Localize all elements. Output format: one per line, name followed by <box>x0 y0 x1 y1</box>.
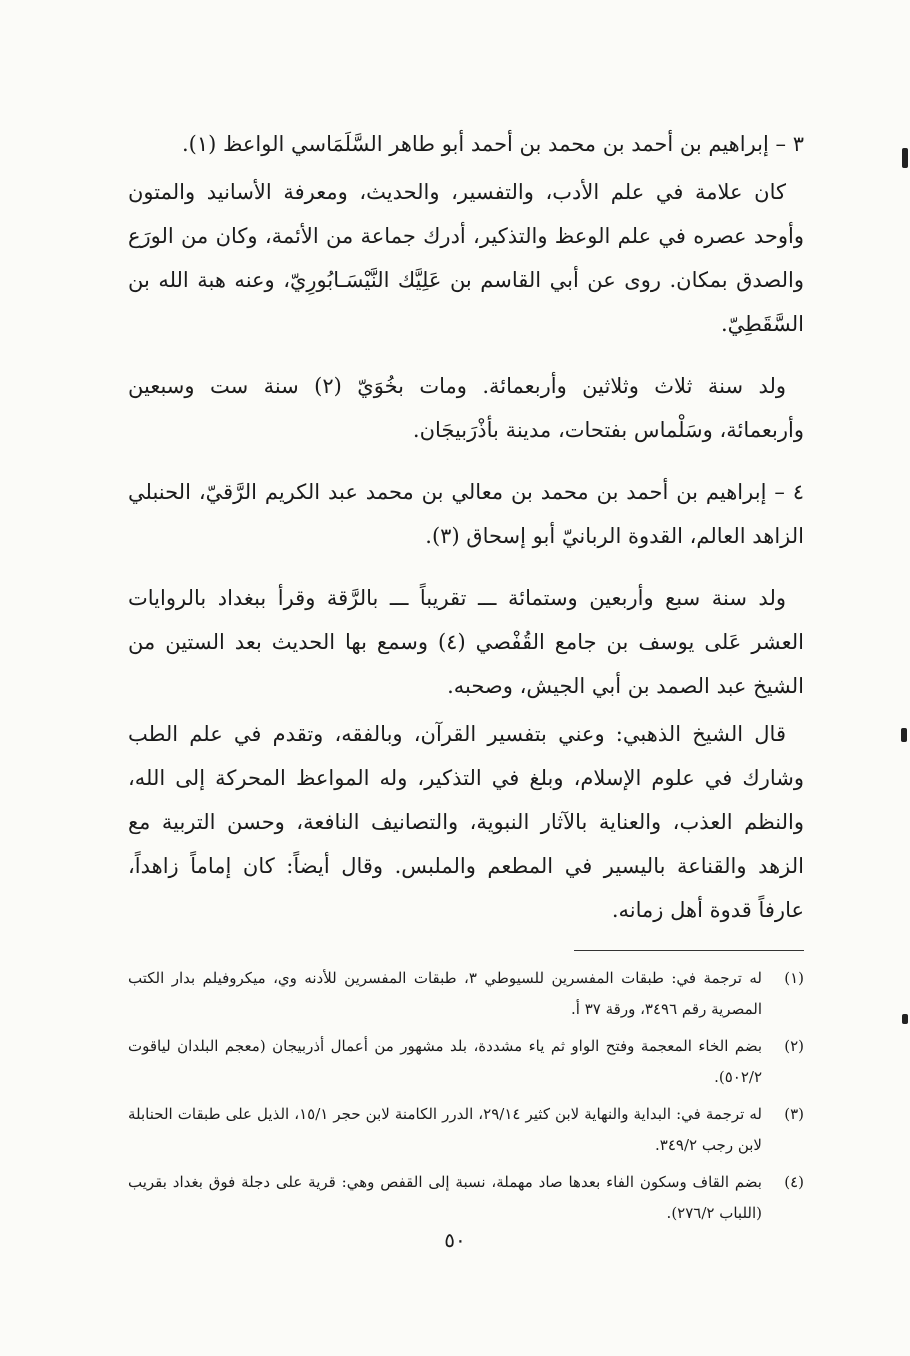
entry-4-birth-study: ولد سنة سبع وأربعين وستمائة ـــ تقريباً ـــ بالرَّقة وقرأ ببغداد بالروايات العشر عَلى يوسف بن جامع القُفْصي (٤) وسمع بها الحديث بعد الستين من الشيخ عبد الصمد بن أبي الجيش، وصحبه. <box>128 586 804 698</box>
footnote-text: له ترجمة في: طبقات المفسرين للسيوطي ٣، طبقات المفسرين للأدنه وي، ميكروفيلم بدار الكتب المصرية رقم ٣٤٩٦، ورقة ٣٧ أ. <box>128 969 763 1018</box>
margin-mark <box>902 1014 908 1024</box>
footnote-number: (٢) <box>784 1037 804 1055</box>
footnotes <box>128 963 804 1229</box>
footnote-divider <box>574 950 804 951</box>
margin-mark <box>901 728 907 742</box>
entry-4-dhahabi-quote: قال الشيخ الذهبي: وعني بتفسير القرآن، وبالفقه، وتقدم في علم الطب وشارك في علوم الإسلام، وبلغ في التذكير، وله المواعظ المحركة إلى الله، والنظم العذب، والعناية بالآثار النبوية، والتصانيف النافعة، وحسن التربية مع الزهد والقناعة باليسير في المطعم والملبس. وقال أيضاً: كان إماماً زاهداً، عارفاً قدوة أهل زمانه. <box>128 722 804 922</box>
page-number: ٥٠ <box>444 1228 466 1252</box>
entry-3-biography: كان علامة في علم الأدب، والتفسير، والحديث، ومعرفة الأسانيد والمتون وأوحد عصره في علم الوعظ والتذكير، أدرك جماعة من الأئمة، وكان من الورَع والصدق بمكان. روى عن أبي القاسم بن عَلِيَّك النَّيْسَـابُورِيّ، وعنه هبة الله بن السَّقَطِيّ. <box>128 180 804 336</box>
margin-mark <box>902 148 908 168</box>
footnote <box>128 1099 804 1161</box>
footnote-number: (١) <box>784 969 804 987</box>
footnote <box>128 1031 804 1093</box>
footnote-number: (٣) <box>784 1105 804 1123</box>
entry-4-heading: ٤ – إبراهيم بن أحمد بن محمد بن معالي بن محمد عبد الكريم الرَّقيّ، الحنبلي الزاهد العالم، القدوة الربانيّ أبو إسحاق (٣). <box>128 480 804 548</box>
footnote-text: له ترجمة في: البداية والنهاية لابن كثير ٢٩/١٤، الدرر الكامنة لابن حجر ١٥/١، الذيل على طبقات الحنابلة لابن رجب ٣٤٩/٢. <box>128 1105 762 1154</box>
page-body <box>128 118 804 1278</box>
entry-3-heading: ٣ – إبراهيم بن أحمد بن محمد بن أحمد أبو طاهر السَّلَمَاسي الواعظ (١). <box>181 132 804 156</box>
footnote-number: (٤) <box>784 1173 804 1191</box>
footnote-text: بضم القاف وسكون الفاء بعدها صاد مهملة، نسبة إلى القفص وهي: قرية على دجلة فوق بغداد بقريب (اللباب ٢٧٦/٢). <box>128 1173 762 1222</box>
footnote <box>128 963 804 1025</box>
footnote-text: بضم الخاء المعجمة وفتح الواو ثم ياء مشددة، بلد مشهور من أعمال أذربيجان (معجم البلدان لياقوت ٥٠٢/٢). <box>128 1037 762 1086</box>
footnote <box>128 1167 804 1229</box>
entry-3-birth-death: ولد سنة ثلاث وثلاثين وأربعمائة. ومات بخُوَيّ (٢) سنة ست وسبعين وأربعمائة، وسَلْماس بفتحات، مدينة بأذْرَبيجَان. <box>128 374 804 442</box>
